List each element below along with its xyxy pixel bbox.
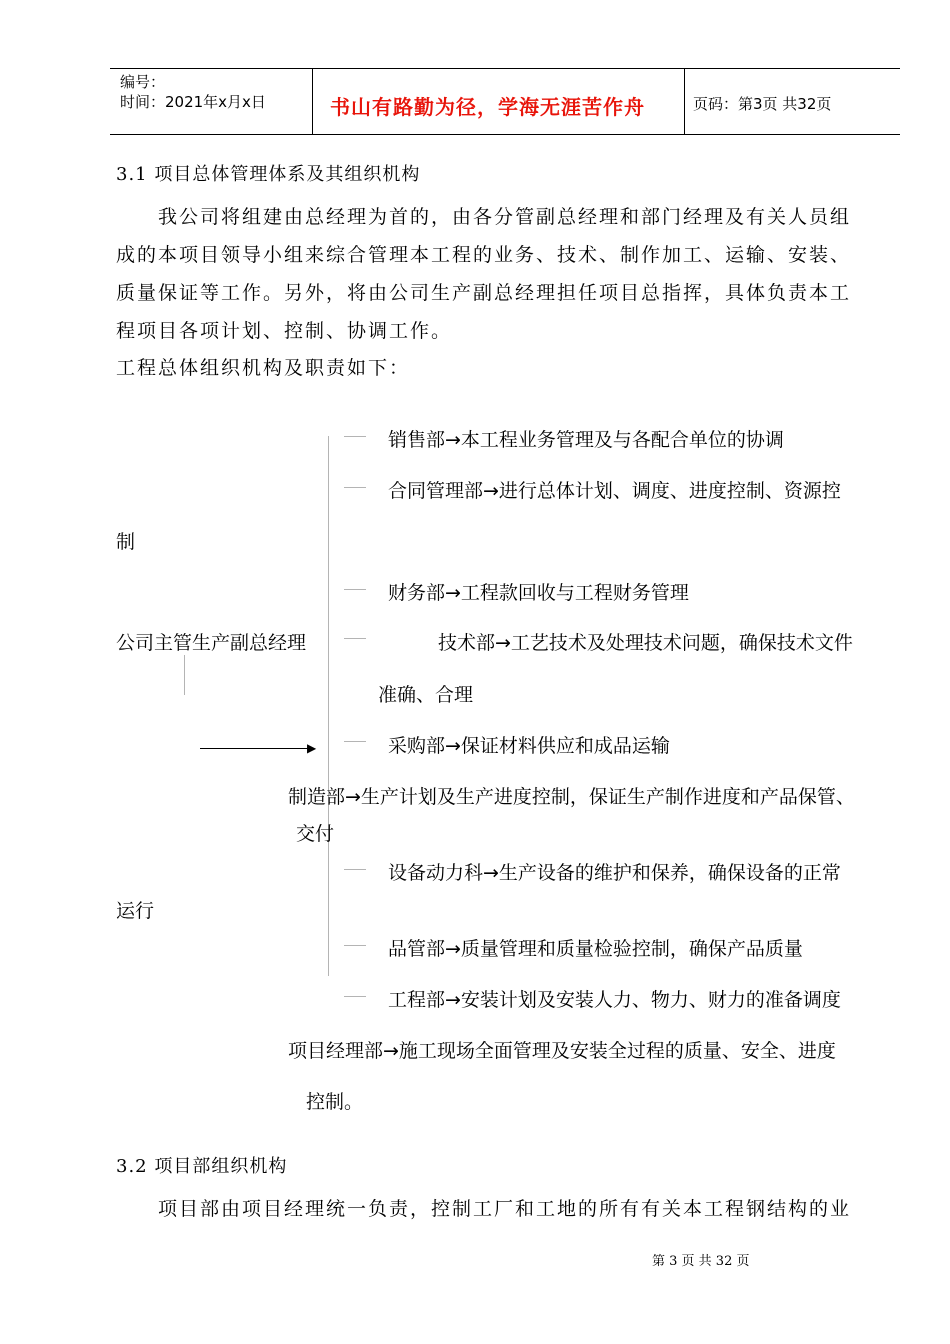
org-item-project-dept: 项目经理部→施工现场全面管理及安装全过程的质量、安全、进度 (288, 1040, 836, 1062)
org-branch-dash (344, 741, 366, 742)
org-vertical-line (328, 436, 329, 976)
header-page-info: 页码：第3页 共32页 (693, 95, 832, 113)
org-branch-dash (344, 487, 366, 488)
org-root-stem (184, 655, 185, 695)
org-item-manufacturing: 制造部→生产计划及生产进度控制，保证生产制作进度和产品保管、 (288, 786, 855, 808)
org-item-project-dept-cont: 控制。 (306, 1091, 364, 1113)
org-item-sales: 销售部→本工程业务管理及与各配合单位的协调 (388, 429, 784, 451)
header-top-rule (110, 68, 900, 69)
org-item-equipment-cont: 运行 (116, 900, 155, 922)
org-branch-dash (344, 996, 366, 997)
header-time-label: 时间：2021年x月x日 (120, 93, 266, 111)
org-intro: 工程总体组织机构及职责如下： (116, 357, 411, 379)
org-item-purchasing: 采购部→保证材料供应和成品运输 (388, 735, 670, 757)
org-item-contract: 合同管理部→进行总体计划、调度、进度控制、资源控 (388, 480, 841, 502)
header-divider-left (312, 68, 313, 135)
org-branch-dash (344, 436, 366, 437)
org-item-finance: 财务部→工程款回收与工程财务管理 (388, 582, 689, 604)
org-branch-dash (344, 638, 366, 639)
org-branch-dash (344, 945, 366, 946)
org-item-quality: 品管部→质量管理和质量检验控制，确保产品质量 (388, 938, 803, 960)
header-number-label: 编号： (120, 73, 166, 91)
org-item-engineering: 工程部→安装计划及安装人力、物力、财力的准备调度 (388, 989, 841, 1011)
paragraph-line: 质量保证等工作。另外，将由公司生产副总经理担任项目总指挥，具体负责本工 (116, 282, 852, 304)
header-bottom-rule (110, 134, 900, 135)
paragraph-line: 程项目各项计划、控制、协调工作。 (116, 320, 453, 342)
paragraph-line: 成的本项目领导小组来综合管理本工程的业务、技术、制作加工、运输、安装、 (116, 244, 852, 266)
page-footer: 第 3 页 共 32 页 (652, 1254, 750, 1269)
arrow-right-icon: ▶ (307, 741, 317, 755)
paragraph-line: 我公司将组建由总经理为首的，由各分管副总经理和部门经理及有关人员组 (158, 206, 852, 228)
org-branch-dash (344, 869, 366, 870)
org-arrow-line (200, 748, 310, 749)
paragraph-line: 项目部由项目经理统一负责，控制工厂和工地的所有有关本工程钢结构的业 (158, 1198, 852, 1220)
org-item-technical: 技术部→工艺技术及处理技术问题，确保技术文件 (438, 632, 853, 654)
header-divider-right (684, 68, 685, 135)
org-item-manufacturing-cont: 交付 (296, 823, 335, 845)
org-item-equipment: 设备动力科→生产设备的维护和保养，确保设备的正常 (388, 862, 841, 884)
org-root: 公司主管生产副总经理 (116, 632, 307, 654)
org-item-technical-cont: 准确、合理 (378, 684, 474, 706)
section-title-3-2: 3.2 项目部组织机构 (116, 1156, 288, 1177)
section-title-3-1: 3.1 项目总体管理体系及其组织机构 (116, 164, 421, 185)
org-item-contract-cont: 制 (116, 531, 136, 553)
header-motto: 书山有路勤为径，学海无涯苦作舟 (330, 95, 645, 119)
org-branch-dash (344, 589, 366, 590)
